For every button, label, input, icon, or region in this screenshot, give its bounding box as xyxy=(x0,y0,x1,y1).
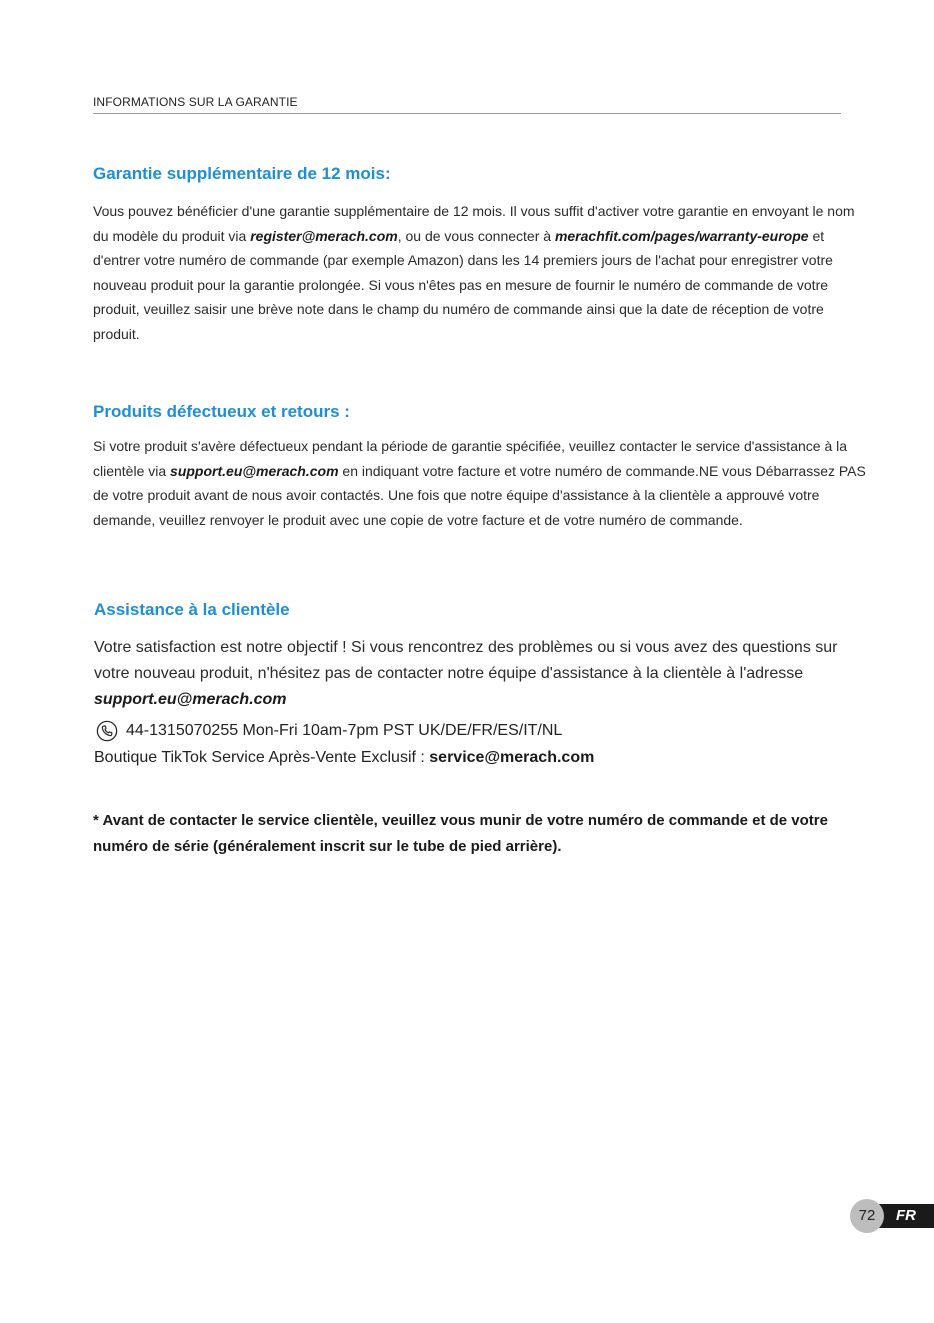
phone-number-hours: 44-1315070255 Mon-Fri 10am-7pm PST UK/DE/FR/ES/IT/NL xyxy=(126,722,563,739)
paragraph-text: Si votre produit s'avère défectueux pendant la période de garantie spécifiée, veuillez contacter le service d'assistance à la clientèle via xyxy=(93,438,848,479)
defective-products-paragraph xyxy=(93,434,873,532)
customer-support-paragraph xyxy=(94,635,854,713)
section-heading-customer-support: Assistance à la clientèle xyxy=(94,600,290,619)
phone-contact-line xyxy=(94,719,562,743)
paragraph-text: Votre satisfaction est notre objectif ! Si vous rencontrez des problèmes ou si vous avez des questions sur votre nouveau produit, n'hésitez pas de contacter notre équipe d'assistance à la clientèle à l'adresse xyxy=(94,639,838,682)
paragraph-text: et d'entrer votre numéro de commande (par exemple Amazon) dans les 14 premiers jours de l'achat pour enregistrer votre nouveau produit pour la garantie prolongée. Si vous n'êtes pas en mesure de fournir le numéro de commande de votre produit, veuillez saisir une brève note dans le champ du numéro de commande ainsi que la date de réception de votre produit. xyxy=(93,227,833,342)
page-number: 72 xyxy=(850,1199,884,1233)
paragraph-text: , ou de vous connecter à xyxy=(397,227,555,244)
paragraph-text: Vous pouvez bénéficier d'une garantie supplémentaire de 12 mois. Il vous suffit d'activer votre garantie en envoyant le nom du modèle du produit via xyxy=(93,203,855,244)
page-header-title: INFORMATIONS SUR LA GARANTIE xyxy=(93,95,298,109)
paragraph-text: en indiquant votre facture et votre numéro de commande.NE vous Débarrassez PAS de votre produit avant de nous avoir contactés. Une fois que notre équipe d'assistance à la clientèle a approuvé votre demande, veuillez renvoyer le produit avec une copie de votre facture et de votre numéro de commande. xyxy=(93,462,866,528)
header-divider xyxy=(93,113,841,114)
order-number-notice: * Avant de contacter le service clientèle, veuillez vous munir de votre numéro de commande et de votre numéro de série (généralement inscrit sur le tube de pied arrière). xyxy=(93,812,828,855)
phone-icon xyxy=(94,720,120,742)
tiktok-shop-label: Boutique TikTok Service Après-Vente Exclusif : xyxy=(94,749,430,766)
service-email-link[interactable]: service@merach.com xyxy=(429,749,595,766)
language-tab: FR xyxy=(872,1204,934,1228)
extended-warranty-paragraph xyxy=(93,199,863,346)
section-heading-defective-products: Produits défectueux et retours : xyxy=(93,402,350,421)
support-email-link[interactable]: support.eu@merach.com xyxy=(94,691,287,708)
warranty-url-link[interactable]: merachfit.com/pages/warranty-europe xyxy=(554,227,809,244)
tiktok-shop-line xyxy=(94,746,594,770)
register-email-link[interactable]: register@merach.com xyxy=(250,227,398,244)
section-heading-extended-warranty: Garantie supplémentaire de 12 mois: xyxy=(93,164,391,183)
support-email-link[interactable]: support.eu@merach.com xyxy=(170,462,339,479)
